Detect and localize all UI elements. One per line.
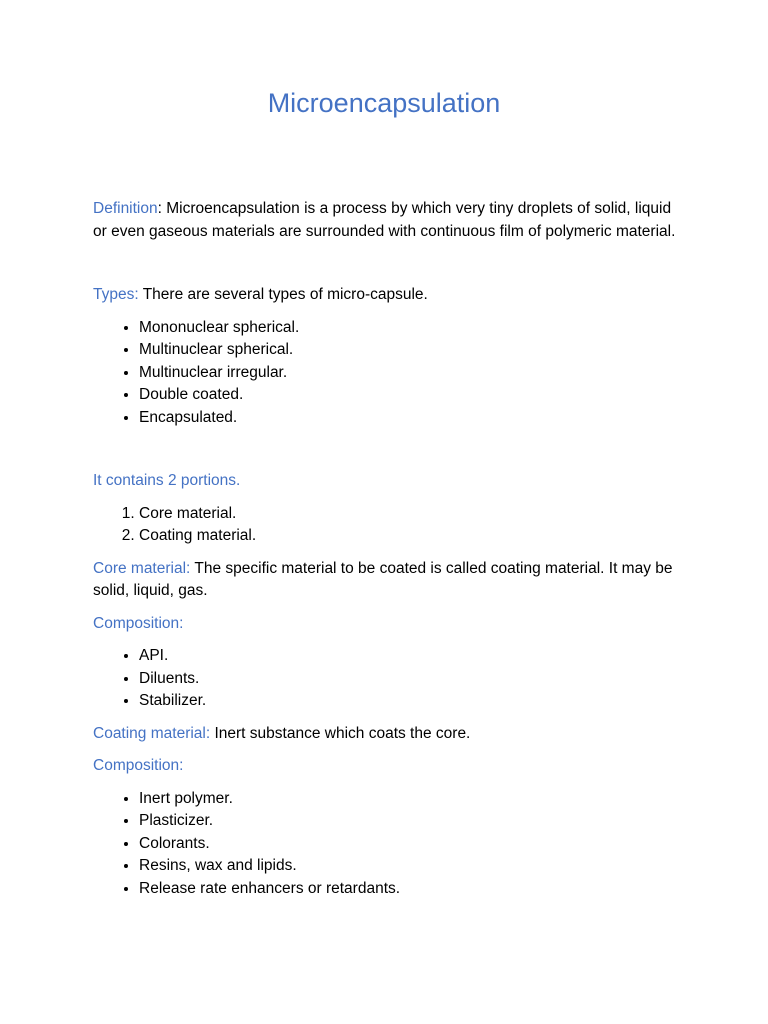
list-item: • Plasticizer. (139, 810, 683, 833)
coating-paragraph (93, 723, 683, 746)
list-item: 1. Core material. (139, 503, 683, 526)
list-item: • Double coated. (139, 384, 683, 407)
list-item: • Stabilizer. (139, 690, 683, 713)
core-label: Core material: (93, 559, 191, 577)
portions-list (93, 503, 683, 548)
definition-label: Definition (93, 200, 158, 217)
portions-heading (93, 470, 683, 493)
core-paragraph (93, 558, 683, 603)
list-item: • Mononuclear spherical. (139, 317, 683, 340)
definition-text: Microencapsulation is a process by which very tiny droplets of solid, liquid or even gaseous materials are surrounded with continuous film of polymeric material. (93, 200, 676, 240)
types-text: There are several types of micro-capsule. (138, 286, 428, 303)
definition-colon: : (157, 200, 162, 217)
types-label: Types: (93, 286, 139, 303)
list-item: • Multinuclear spherical. (139, 339, 683, 362)
list-item: • Encapsulated. (139, 407, 683, 430)
list-item: • Multinuclear irregular. (139, 362, 683, 385)
coating-composition-heading (93, 755, 683, 778)
coating-label: Coating material: (93, 724, 211, 742)
list-item: 2. Coating material. (139, 525, 683, 548)
list-item: • Release rate enhancers or retardants. (139, 878, 683, 901)
definition-paragraph (93, 198, 683, 243)
document-body (93, 198, 683, 900)
coating-composition-list (93, 788, 683, 901)
coating-composition-label: Composition: (93, 757, 184, 774)
list-item: • Resins, wax and lipids. (139, 855, 683, 878)
core-composition-list (93, 645, 683, 713)
core-composition-label: Composition: (93, 614, 184, 632)
coating-text: Inert substance which coats the core. (210, 724, 471, 742)
core-text: The specific material to be coated is called coating material. It may be solid, liquid, gas. (93, 559, 673, 599)
list-item: • Diluents. (139, 668, 683, 691)
list-item: • Colorants. (139, 833, 683, 856)
page-title: Microencapsulation (267, 88, 501, 118)
types-paragraph (93, 284, 683, 307)
portions-label: It contains 2 portions. (93, 472, 241, 489)
core-composition-heading (93, 613, 683, 636)
types-list (93, 317, 683, 430)
list-item: • API. (139, 645, 683, 668)
list-item: • Inert polymer. (139, 788, 683, 811)
